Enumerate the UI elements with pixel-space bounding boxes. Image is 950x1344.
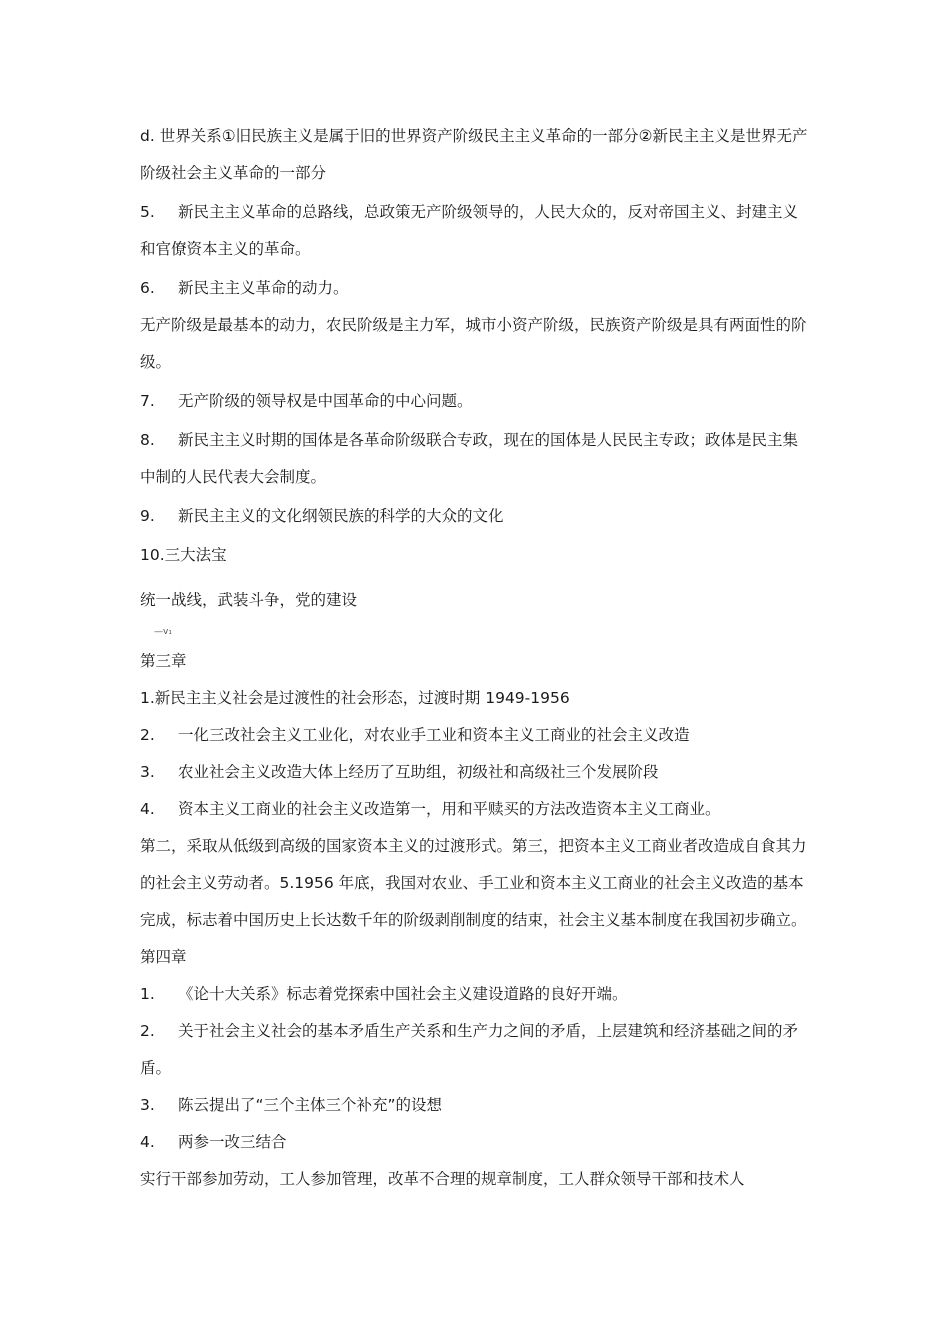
item-number: 4. [140, 800, 155, 818]
item-text: 新民主主义时期的国体是各革命阶级联合专政，现在的国体是人民民主专政；政体是民主集中制的人民代表大会制度。 [140, 431, 799, 486]
ch4-item-2 [140, 1013, 812, 1087]
item-text: 新民主主义革命的总路线，总政策无产阶级领导的，人民大众的，反对帝国主义、封建主义和官僚资本主义的革命。 [140, 203, 799, 258]
chapter-three-heading: 第三章 [140, 652, 187, 670]
item-number: 7. [140, 392, 155, 410]
item-number: 8. [140, 431, 155, 449]
item-number: 4. [140, 1133, 155, 1151]
item-10: 10.三大法宝 [140, 546, 227, 564]
item-number: 9. [140, 507, 155, 525]
paragraph-two-participations: 实行干部参加劳动，工人参加管理，改革不合理的规章制度，工人群众领导干部和技术人 [140, 1170, 745, 1188]
item-text: 两参一改三结合 [178, 1133, 287, 1151]
paragraph-transformation: 第二，采取从低级到高级的国家资本主义的过渡形式。第三，把资本主义工商业者改造成自食其力的社会主义劳动者。5.1956 年底，我国对农业、手工业和资本主义工商业的社会主义改造的基本完成，标志着中国历史上长达数千年的阶级剥削制度的结束，社会主义基本制度在我国初步确立。 [140, 837, 807, 929]
item-number: 3. [140, 763, 155, 781]
paragraph-three-magic-weapons: 统一战线，武装斗争，党的建设 [140, 591, 358, 609]
ch3-item-3 [140, 754, 812, 791]
item-8 [140, 422, 812, 496]
ch3-item-2 [140, 717, 812, 754]
small-mark: —v₁ [154, 627, 172, 637]
item-number: 2. [140, 1022, 155, 1040]
ch3-item-4 [140, 791, 812, 828]
ch4-item-1 [140, 976, 812, 1013]
item-number: 5. [140, 203, 155, 221]
item-7 [140, 383, 812, 420]
item-number: 1. [140, 985, 155, 1003]
item-text: 《论十大关系》标志着党探索中国社会主义建设道路的良好开端。 [178, 985, 628, 1003]
item-text: 关于社会主义社会的基本矛盾生产关系和生产力之间的矛盾，上层建筑和经济基础之间的矛盾。 [140, 1022, 799, 1077]
paragraph-motive-forces: 无产阶级是最基本的动力，农民阶级是主力军，城市小资产阶级，民族资产阶级是具有两面性的阶级。 [140, 316, 807, 371]
item-number: 6. [140, 279, 155, 297]
item-5 [140, 194, 812, 268]
item-number: 2. [140, 726, 155, 744]
chapter-four-heading: 第四章 [140, 948, 187, 966]
item-number: 3. [140, 1096, 155, 1114]
item-6 [140, 270, 812, 307]
item-text: 资本主义工商业的社会主义改造第一，用和平赎买的方法改造资本主义工商业。 [178, 800, 721, 818]
line-d-world-relations: d. 世界关系①旧民族主义是属于旧的世界资产阶级民主主义革命的一部分②新民主主义是世界无产阶级社会主义革命的一部分 [140, 127, 808, 182]
item-text: 陈云提出了“三个主体三个补充”的设想 [178, 1096, 443, 1114]
ch3-item-1: 1.新民主主义社会是过渡性的社会形态，过渡时期 1949-1956 [140, 689, 570, 707]
item-text: 新民主主义革命的动力。 [178, 279, 349, 297]
ch4-item-4 [140, 1124, 812, 1161]
item-text: 一化三改社会主义工业化，对农业手工业和资本主义工商业的社会主义改造 [178, 726, 690, 744]
ch4-item-3 [140, 1087, 812, 1124]
item-9 [140, 498, 812, 535]
document-body [140, 118, 812, 1198]
item-text: 农业社会主义改造大体上经历了互助组，初级社和高级社三个发展阶段 [178, 763, 659, 781]
item-text: 无产阶级的领导权是中国革命的中心问题。 [178, 392, 473, 410]
item-text: 新民主主义的文化纲领民族的科学的大众的文化 [178, 507, 504, 525]
